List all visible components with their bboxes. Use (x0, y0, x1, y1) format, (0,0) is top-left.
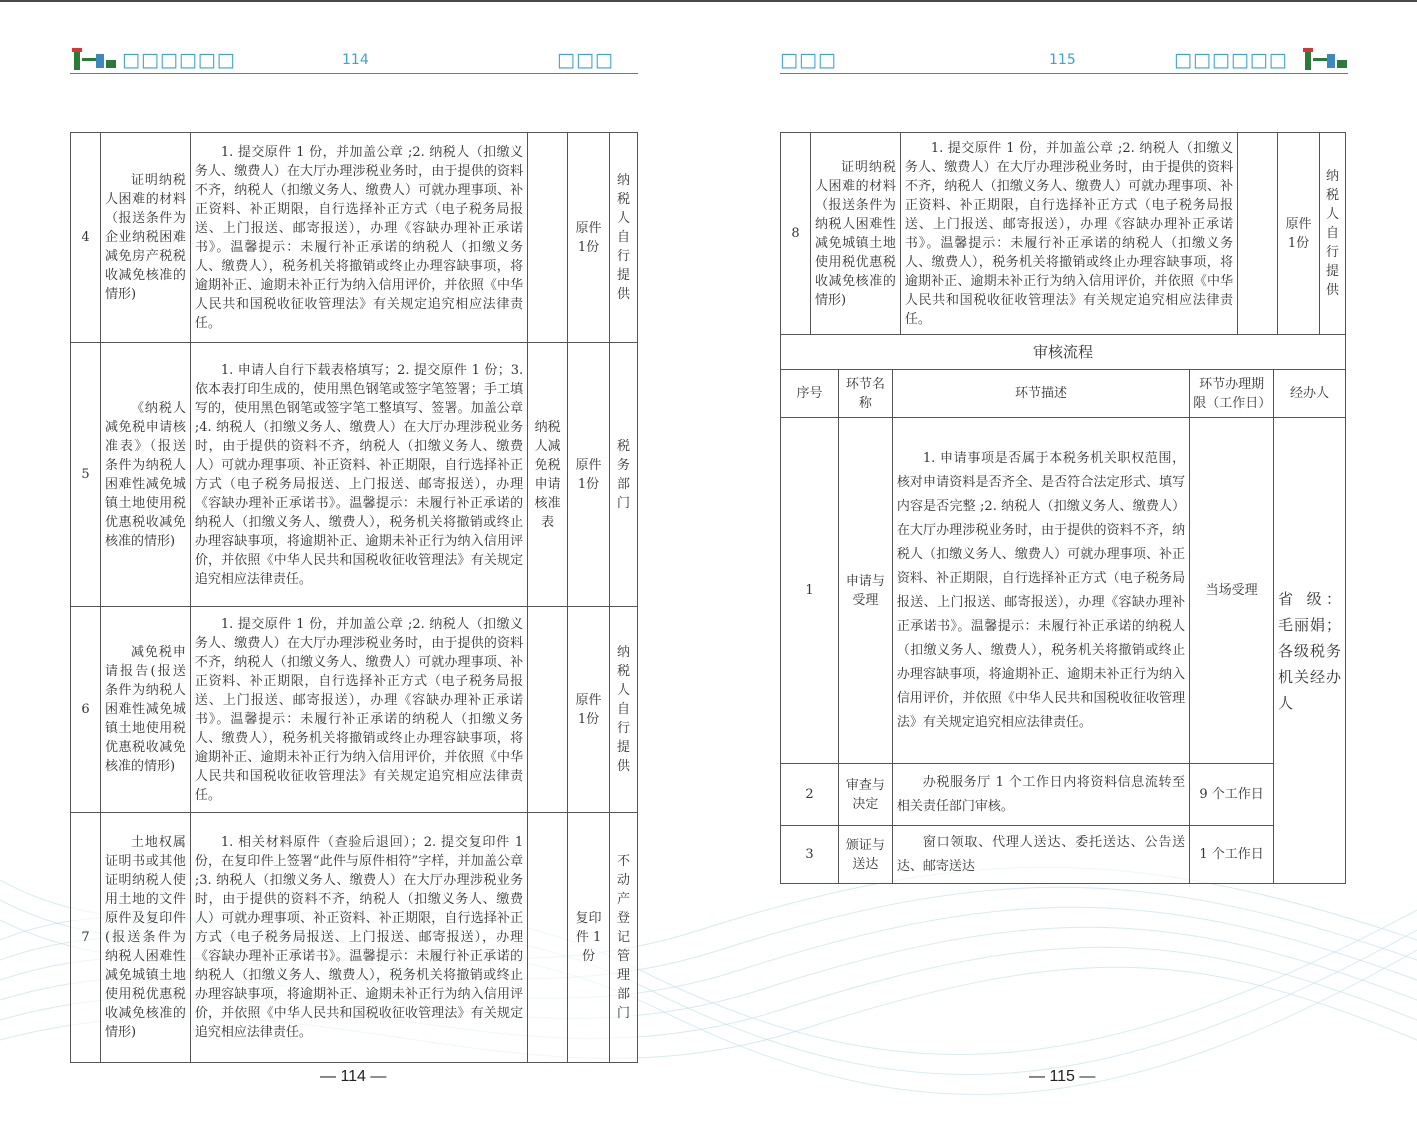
table-row (71, 343, 638, 607)
material-name: 证明纳税人困难的材料（报送条件为企业纳税困难减免房产税税收减免核准的情形) (100, 133, 190, 343)
material-copies: 原件 1份 (568, 133, 610, 343)
header-desc: 环节描述 (892, 370, 1189, 418)
material-copies: 原件 1份 (568, 343, 610, 607)
step-name: 申请与受理 (838, 418, 892, 764)
header-rule (780, 73, 1348, 74)
row-number: 5 (71, 343, 101, 607)
material-source: 不动产登记管理部门 (609, 813, 637, 1063)
header-period: 环节办理期限（工作日） (1190, 370, 1274, 418)
folio-left: — 114 — (320, 1068, 387, 1085)
step-description: 窗口领取、代理人送达、委托送达、公告送达、邮寄送达 (892, 826, 1189, 884)
header-page-number: 115 (1049, 52, 1076, 68)
row-number: 4 (71, 133, 101, 343)
material-form (528, 813, 568, 1063)
material-copies: 原件 1份 (568, 607, 610, 813)
material-requirement: 1. 相关材料原件（查验后退回）；2. 提交复印件 1 份，在复印件上签署“此件与原件相符”字样，并加盖公章 ;3. 纳税人（扣缴义务人、缴费人）在大厅办理涉税业务时，由于提供的资料不齐，纳税人（扣缴义务人、缴费人）可就办理事项、补正资料、补正期限，自行选择补正方式（电子税务局报送、上门报送、邮寄报送），办理《容缺办理补正承诺书》。温馨提示：未履行补正承诺的纳税人（扣缴义务人、缴费人），税务机关将撤销或终止办理容缺事项，将逾期补正、逾期未补正行为纳入信用评价，并依照《中华人民共和国税收征收管理法》有关规定追究相应法律责任。 (190, 813, 527, 1063)
table-row (781, 764, 1346, 826)
header-section: □□□ (780, 49, 837, 71)
header-title: □□□□□□ (1174, 49, 1288, 71)
row-number: 6 (71, 607, 101, 813)
table-row (71, 133, 638, 343)
step-number: 1 (781, 418, 839, 764)
folio-right: — 115 — (1029, 1068, 1096, 1085)
handler-value: 省 级：毛丽娟；各级税务机关经办人 (1274, 418, 1346, 884)
header-title: □□□□□□ (122, 49, 236, 71)
review-title: 审核流程 (781, 335, 1346, 370)
material-source: 纳税人自行提供 (1319, 133, 1345, 335)
step-description: 办税服务厅 1 个工作日内将资料信息流转至相关责任部门审核。 (892, 764, 1189, 826)
header-section: □□□ (557, 49, 614, 71)
step-description: 1. 申请事项是否属于本税务机关职权范围，核对申请资料是否齐全、是否符合法定形式、填写内容是否完整 ;2. 纳税人（扣缴义务人、缴费人）在大厅办理涉税业务时，由于提供的资料不齐，纳税人（扣缴义务人、缴费人）可就办理事项、补正资料、补正期限，自行选择补正方式（电子税务局报送、上门报送、邮寄报送），办理《容缺办理补正承诺书》。温馨提示：未履行补正承诺的纳税人（扣缴义务人、缴费人），税务机关将撤销或终止办理容缺事项，将逾期补正、逾期未补正行为纳入信用评价，并依照《中华人民共和国税收征收管理法》有关规定追究相应法律责任。 (892, 418, 1189, 764)
materials-table-right (780, 132, 1346, 335)
logo-icon (70, 44, 118, 72)
material-copies: 复印件 1 份 (568, 813, 610, 1063)
material-name: 《纳税人减免税申请核准表》（报送条件为纳税人困难性减免城镇土地使用税优惠税收减免核准的情形) (100, 343, 190, 607)
table-row (781, 133, 1346, 335)
material-requirement: 1. 提交原件 1 份，并加盖公章 ;2. 纳税人（扣缴义务人、缴费人）在大厅办理涉税业务时，由于提供的资料不齐，纳税人（扣缴义务人、缴费人）可就办理事项、补正资料、补正期限，自行选择补正方式（电子税务局报送、上门报送、邮寄报送），办理《容缺办理补正承诺书》。温馨提示：未履行补正承诺的纳税人（扣缴义务人、缴费人），税务机关将撤销或终止办理容缺事项，将逾期补正、逾期未补正行为纳入信用评价，并依照《中华人民共和国税收征收管理法》有关规定追究相应法律责任。 (900, 133, 1237, 335)
left-page (0, 0, 708, 1133)
material-copies: 原件 1份 (1278, 133, 1320, 335)
step-period: 当场受理 (1190, 418, 1274, 764)
step-period: 9 个工作日 (1190, 764, 1274, 826)
materials-table-left (70, 132, 638, 1063)
header-handler: 经办人 (1274, 370, 1346, 418)
material-form (528, 607, 568, 813)
table-row (71, 607, 638, 813)
material-form: 纳税人减免税申请核准表 (528, 343, 568, 607)
step-period: 1 个工作日 (1190, 826, 1274, 884)
material-form (1238, 133, 1278, 335)
step-number: 3 (781, 826, 839, 884)
header-page-number: 114 (342, 52, 369, 68)
material-source: 纳税人自行提供 (609, 133, 637, 343)
material-requirement: 1. 申请人自行下载表格填写；2. 提交原件 1 份；3. 依本表打印生成的，使用黑色钢笔或签字笔签署；手工填写的，使用黑色钢笔或签字笔工整填写、签署。加盖公章 ;4. 纳税人（扣缴义务人、缴费人）在大厅办理涉税业务时，由于提供的资料不齐，纳税人（扣缴义务人、缴费人）可就办理事项、补正资料、补正期限，自行选择补正方式（电子税务局报送、上门报送、邮寄报送），办理《容缺办理补正承诺书》。温馨提示：未履行补正承诺的纳税人（扣缴义务人、缴费人），税务机关将撤销或终止办理容缺事项，将逾期补正、逾期未补正行为纳入信用评价，并依照《中华人民共和国税收征收管理法》有关规定追究相应法律责任。 (190, 343, 527, 607)
review-header-row (781, 370, 1346, 418)
review-process-table (780, 334, 1346, 884)
logo-icon (1301, 44, 1349, 72)
material-source: 纳税人自行提供 (609, 607, 637, 813)
header-no: 序号 (781, 370, 839, 418)
header-rule (70, 73, 638, 74)
material-name: 减免税申请报告(报送条件为纳税人困难性减免城镇土地使用税优惠税收减免核准的情形) (100, 607, 190, 813)
table-row (781, 826, 1346, 884)
material-name: 土地权属证明书或其他证明纳税人使用土地的文件原件及复印件(报送条件为纳税人困难性减免城镇土地使用税优惠税收减免核准的情形) (100, 813, 190, 1063)
material-name: 证明纳税人困难的材料（报送条件为纳税人困难性减免城镇土地使用税优惠税收减免核准的情形) (810, 133, 900, 335)
material-source: 税务部门 (609, 343, 637, 607)
material-requirement: 1. 提交原件 1 份，并加盖公章 ;2. 纳税人（扣缴义务人、缴费人）在大厅办理涉税业务时，由于提供的资料不齐，纳税人（扣缴义务人、缴费人）可就办理事项、补正资料、补正期限，自行选择补正方式（电子税务局报送、上门报送、邮寄报送），办理《容缺办理补正承诺书》。温馨提示：未履行补正承诺的纳税人（扣缴义务人、缴费人），税务机关将撤销或终止办理容缺事项，将逾期补正、逾期未补正行为纳入信用评价，并依照《中华人民共和国税收征收管理法》有关规定追究相应法律责任。 (190, 607, 527, 813)
row-number: 8 (781, 133, 811, 335)
step-name: 审查与决定 (838, 764, 892, 826)
review-title-row (781, 335, 1346, 370)
material-requirement: 1. 提交原件 1 份，并加盖公章 ;2. 纳税人（扣缴义务人、缴费人）在大厅办理涉税业务时，由于提供的资料不齐，纳税人（扣缴义务人、缴费人）可就办理事项、补正资料、补正期限，自行选择补正方式（电子税务局报送、上门报送、邮寄报送），办理《容缺办理补正承诺书》。温馨提示：未履行补正承诺的纳税人（扣缴义务人、缴费人），税务机关将撤销或终止办理容缺事项，将逾期补正、逾期未补正行为纳入信用评价，并依照《中华人民共和国税收征收管理法》有关规定追究相应法律责任。 (190, 133, 527, 343)
right-page (709, 0, 1417, 1133)
header-step: 环节名称 (838, 370, 892, 418)
material-form (528, 133, 568, 343)
table-row (71, 813, 638, 1063)
step-number: 2 (781, 764, 839, 826)
step-name: 颁证与送达 (838, 826, 892, 884)
row-number: 7 (71, 813, 101, 1063)
table-row (781, 418, 1346, 764)
